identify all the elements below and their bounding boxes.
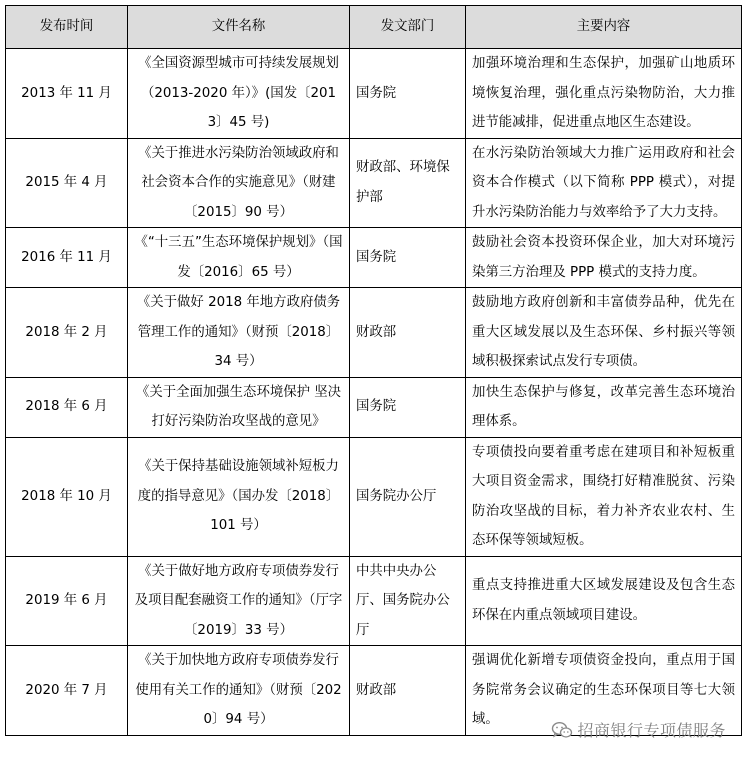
date-cell: 2018 年 10 月 <box>6 437 128 556</box>
header-dept: 发文部门 <box>350 6 466 49</box>
document-name-cell: 《关于保持基础设施领域补短板力度的指导意见》（国办发〔2018〕101 号） <box>128 437 350 556</box>
document-name-cell: 《关于做好地方政府专项债券发行及项目配套融资工作的通知》（厅字〔2019〕33 号） <box>128 556 350 646</box>
header-date: 发布时间 <box>6 6 128 49</box>
table-header <box>6 6 742 49</box>
table-row <box>6 138 742 228</box>
department-cell: 财政部 <box>350 646 466 736</box>
content-cell: 加强环境治理和生态保护，加强矿山地质环境恢复治理，强化重点污染物防治，大力推进节能减排，促进重点地区生态建设。 <box>466 49 742 139</box>
table-row <box>6 377 742 437</box>
header-name: 文件名称 <box>128 6 350 49</box>
content-cell: 加快生态保护与修复，改革完善生态环境治理体系。 <box>466 377 742 437</box>
header-content: 主要内容 <box>466 6 742 49</box>
document-name-cell: 《关于全面加强生态环境保护 坚决打好污染防治攻坚战的意见》 <box>128 377 350 437</box>
department-cell: 国务院 <box>350 228 466 288</box>
table-row <box>6 228 742 288</box>
department-cell: 财政部、环境保护部 <box>350 138 466 228</box>
date-cell: 2018 年 6 月 <box>6 377 128 437</box>
document-name-cell: 《关于加快地方政府专项债券发行使用有关工作的通知》（财预〔2020〕94 号） <box>128 646 350 736</box>
document-name-cell: 《关于推进水污染防治领域政府和社会资本合作的实施意见》（财建〔2015〕90 号） <box>128 138 350 228</box>
date-cell: 2020 年 7 月 <box>6 646 128 736</box>
department-cell: 财政部 <box>350 288 466 378</box>
content-cell: 在水污染防治领域大力推广运用政府和社会资本合作模式（以下简称 PPP 模式），对提升水污染防治能力与效率给予了大力支持。 <box>466 138 742 228</box>
date-cell: 2016 年 11 月 <box>6 228 128 288</box>
table-row <box>6 49 742 139</box>
policy-table <box>5 5 742 736</box>
department-cell: 国务院办公厅 <box>350 437 466 556</box>
date-cell: 2013 年 11 月 <box>6 49 128 139</box>
content-cell: 鼓励社会资本投资环保企业，加大对环境污染第三方治理及 PPP 模式的支持力度。 <box>466 228 742 288</box>
content-cell: 鼓励地方政府创新和丰富债券品种，优先在重大区域发展以及生态环保、乡村振兴等领域积极探索试点发行专项债。 <box>466 288 742 378</box>
wechat-icon <box>551 721 573 739</box>
department-cell: 国务院 <box>350 49 466 139</box>
date-cell: 2019 年 6 月 <box>6 556 128 646</box>
department-cell: 中共中央办公厅、国务院办公厅 <box>350 556 466 646</box>
table-row <box>6 288 742 378</box>
content-cell: 专项债投向要着重考虑在建项目和补短板重大项目资金需求，围绕打好精准脱贫、污染防治攻坚战的目标，着力补齐农业农村、生态环保等领域短板。 <box>466 437 742 556</box>
header-row <box>6 6 742 49</box>
department-cell: 国务院 <box>350 377 466 437</box>
watermark <box>551 718 726 741</box>
content-cell: 重点支持推进重大区域发展建设及包含生态环保在内重点领域项目建设。 <box>466 556 742 646</box>
document-name-cell: 《全国资源型城市可持续发展规划（2013-2020 年）》(国发〔2013〕45 号) <box>128 49 350 139</box>
document-name-cell: 《关于做好 2018 年地方政府债务管理工作的通知》（财预〔2018〕34 号） <box>128 288 350 378</box>
content-cell: 强调优化新增专项债资金投向，重点用于国务院常务会议确定的生态环保项目等七大领域。 <box>466 646 742 736</box>
date-cell: 2018 年 2 月 <box>6 288 128 378</box>
date-cell: 2015 年 4 月 <box>6 138 128 228</box>
watermark-text: 招商银行专项债服务 <box>577 721 726 740</box>
table-row <box>6 437 742 556</box>
table-row <box>6 556 742 646</box>
document-name-cell: 《“十三五”生态环境保护规划》（国发〔2016〕65 号） <box>128 228 350 288</box>
table-body <box>6 49 742 736</box>
